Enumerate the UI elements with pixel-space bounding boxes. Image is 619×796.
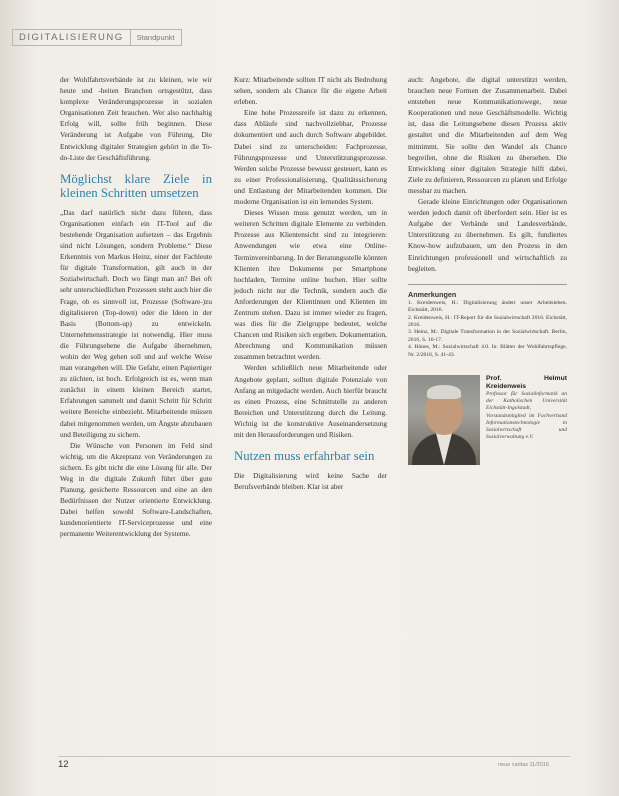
reference-item: 3. Heinz, M.: Digitale Transformation in der Sozialwirtschaft. Berlin, 2016, S. 16-17. — [408, 329, 567, 343]
paragraph: Dieses Wissen muss genutzt werden, um in weiteren Schritten digitale Elemente zu verbinden. Prozesse aus Klientensicht sind zu integrieren: Anwendungen wie etwa eine Online-Terminvereinbarung. In der Beratungsstelle könnten Klienten ihre Dokumente per Smartphone hochladen, Termine online buchen. Hier sollte jedoch nicht nur die Technik, sondern auch die Anforderungen der Klientinnen und Klienten im Zentrum stehen. Dazu ist immer wieder zu fragen, was dies für die Zielgruppe bedeutet, welche Chancen und Risiken sich ergeben. Dokumentation, Abrechnung und Kommunikation müssen zusammen betrachtet werden. — [234, 208, 387, 362]
paragraph: Gerade kleine Einrichtungen oder Organisationen werden jedoch damit oft überfordert sein. Hier ist es Aufgabe der Verbände und Landesverbände, Unterstützung zu übernehmen. Es gilt, fundiertes Know-how aufzubauen, um den Prozess in den Einrichtungen professionell und wirtschaftlich zu begleiten. — [408, 197, 567, 273]
page-number: 12 — [58, 759, 69, 770]
references-title: Anmerkungen — [408, 284, 567, 300]
author-photo — [408, 375, 480, 465]
section-header — [12, 28, 182, 46]
author-bio — [486, 375, 567, 465]
paragraph: Werden schließlich neue Mitarbeitende oder Angebote geplant, sollten digitale Potenziale von Anfang an mitgedacht werden. Auch hierfür braucht es einen Prozess, eine Schnittstelle zu anderen Bereichen und Unterstützung durch die Leitung. Wichtig ist die konstruktive Auseinandersetzung mit den Herausforderungen und Risiken. — [234, 363, 387, 439]
author-name: Prof. Helmut Kreidenweis — [486, 375, 567, 391]
author-box — [408, 375, 567, 465]
column-3 — [408, 74, 567, 465]
reference-item: 4. Hönes, M.: Sozialwirtschaft 4.0. In: Blätter der Wohlfahrtspflege, Nr. 2/2016, S. 41-43. — [408, 344, 567, 358]
footer-rule — [58, 756, 570, 757]
author-description: Professor für Sozialinformatik an der Katholischen Universität Eichstätt-Ingolstadt, Vorstandsmitglied im Fachverband Informationstechnologie in Sozialwirtschaft und Sozialverwaltung e.V. — [486, 391, 567, 441]
paragraph: Kurz: Mitarbeitende sollten IT nicht als Bedrohung sehen, sondern als Chance für die eigene Arbeit erleben. — [234, 75, 387, 107]
paragraph: „Das darf natürlich nicht dazu führen, dass Organisationen einfach ein IT-Tool auf die bestehende Organisation aufsetzen – das Ergebnis sind nicht Lösungen, sondern Probleme.“ Diese Erkenntnis von Markus Heinz, einer der Fachleute für digitale Transformation, gilt auch in der Sozialwirtschaft. Doch wo fängt man an? Bei oft sehr unterschiedlichen Prozessen steht auch hier die Frage, ob es sinnvoll ist, Prozesse (Software-)zu digitalisieren (Top-down) oder die Ideen in der Basis (Bottom-up) zu entwickeln. Unternehmensstrategie ist notwendig. Hier muss die Führungsebene die Aufgabe übernehmen, wohin der Weg gehen soll und auf welche Weise man vorangehen will. Die Gefahr, einen Papiertiger zu züchten, ist hoch. Erfolgreich ist es, wenn man zunächst in einem kleinen Bereich startet, Erfahrungen sammelt und damit Schritt für Schritt weitere Bereiche einbezieht. Mitarbeitende müssen dabei mitgenommen werden, um Ängste abzubauen und Beteiligung zu sichern. — [60, 207, 212, 439]
paragraph: der Wohlfahrtsverbände ist zu kleinen, wie wir heute und -heiten Branchen ortsgestützt, dass komplexe Veränderungsprozesse in sozialen Organisationen Zeit brauchen. Wer also nachhaltig Erfolg will, sollte früh beginnen. Diese Veränderung ist Aufgabe von Führung. Die Entwicklung digitaler Strategien gehört in die To-do-Liste der Geschäftsführung. — [60, 75, 212, 162]
reference-item: 2. Kreidenweis, H.: IT-Report für die Sozialwirtschaft 2016. Eichstätt, 2016. — [408, 314, 567, 328]
heading: Nutzen muss erfahrbar sein — [234, 449, 375, 464]
magazine-footer: neue caritas 11/2016 — [498, 762, 549, 768]
paragraph: Die Wünsche von Personen im Feld sind wichtig, um die Akzeptanz von Veränderungen zu sichern. Es gibt nicht die eine Lösung für alle. Der Weg in die digitale Zukunft führt über gute Planung, gesicherte Ressourcen und eine an den Bedürfnissen der Nutzer orientierte Entwicklung. Dabei helfen sowohl Software-Landschaften, kundenorientierte IT-Serviceprozesse und eine permanente Weiterentwicklung der Systeme. — [60, 440, 212, 539]
section-label: DIGITALISIERUNG — [12, 29, 130, 46]
heading: Möglichst klare Ziele in kleinen Schritten umsetzen — [60, 171, 212, 200]
subsection-label: Standpunkt — [130, 29, 182, 46]
paragraph: Eine hohe Prozessreife ist dazu zu erkennen, dass Abläufe sind nachvollziehbar, Prozesse dokumentiert und auch durch Software abgebildet. Dabei sind zu unterscheiden: Fachprozesse, Führungsprozesse und Unterstützungsprozesse. Werden solche Prozesse bewusst gesteuert, kann es zu einer Professionalisierung, Qualitätssicherung und Entlastung der Mitarbeitenden kommen. Die moderne Organisation ist ein lernendes System. — [234, 108, 387, 207]
reference-item: 1. Kreidenweis, H.: Digitalisierung ändert unser Arbeitsleben. Eichstätt, 2016. — [408, 299, 567, 314]
column-1 — [60, 74, 212, 540]
paragraph: auch: Angebote, die digital unterstützt werden, brauchen neue Formen der Zusammenarbeit. Dabei entstehen neue Kommunikationswege, neue Kooperationen und neue Geschäftsmodelle. Wichtig ist, dass die Leitungsebene diesen Prozess aktiv gestaltet und die Mitarbeitenden auf dem Weg mitnimmt. Sie sollte den Wandel als Chance begreifen, ohne die Risiken zu übersehen. Die Entwicklung einer digitalen Strategie hilft dabei, Ziele zu definieren, Ressourcen zu planen und Erfolge messbar zu machen. — [408, 75, 567, 195]
column-2 — [234, 74, 387, 492]
paragraph: Die Digitalisierung wird keine Sache der Berufsverbände bleiben. Klar ist aber — [234, 471, 387, 492]
